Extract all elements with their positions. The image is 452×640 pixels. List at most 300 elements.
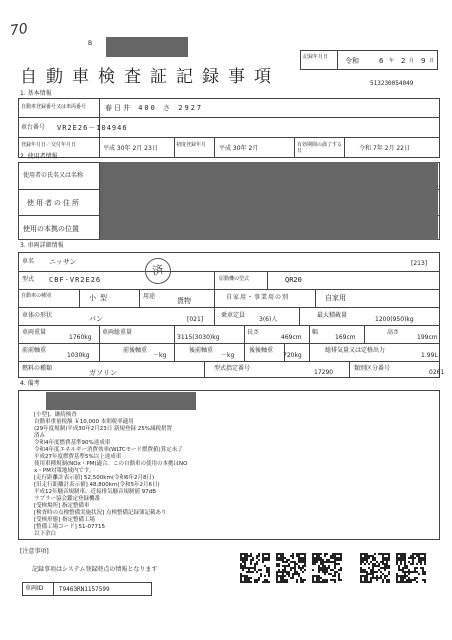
user-name-label: 使用者の氏名又は名称 [23,172,84,179]
qr-code-5 [396,553,426,583]
qr-module [376,565,378,567]
qr-module [250,577,252,579]
qr-module [388,579,390,581]
qr-module [368,567,370,569]
qr-module [304,563,306,565]
qr-module [402,567,404,569]
qr-module [416,555,418,557]
qr-module [242,559,244,561]
qr-module [320,557,322,559]
qr-module [252,557,254,559]
month-unit: 月 [409,58,415,64]
qr-module [368,581,370,583]
body-value: バン [89,315,103,323]
gross-value: 3115(3030)kg [177,334,220,341]
qr-module [380,567,382,569]
qr-module [334,561,336,563]
weight-label: 車両重量 [22,329,47,336]
qr-module [298,557,300,559]
qr-module [322,579,324,581]
qr-module [370,579,372,581]
remarks-redaction [46,392,196,410]
qr-module [302,559,304,561]
qr-module [374,571,376,573]
notice-title: [注意事項] [20,548,49,555]
fuel-value: ガソリン [89,369,117,377]
section-3-table [18,252,445,378]
qr-module [250,561,252,563]
section-2-title: 2. 使用者情報 [20,153,58,160]
qr-module [396,573,398,575]
remarks-line: 平成12年騒音規制車、近接排気騒音規制値 97dB [34,489,157,495]
qr-module [320,553,322,555]
qr-module [336,557,338,559]
qr-module [258,555,260,557]
qr-module [320,561,322,563]
qr-module [266,569,268,571]
qr-module [422,573,424,575]
qr-module [250,567,252,569]
qr-module [364,557,366,559]
qr-module [304,559,306,561]
qr-code-2 [276,553,306,583]
qr-module [316,555,318,557]
qr-module [312,559,314,561]
qr-module [324,581,326,583]
qr-module [384,567,386,569]
qr-code-4 [360,553,390,583]
qr-module [296,555,298,557]
qr-module [292,553,294,555]
biz-label: 自家用・事業用の別 [226,294,290,301]
qr-module [314,557,316,559]
qr-module [400,553,402,555]
qr-module [266,579,268,581]
qr-module [410,581,412,583]
doc-number: 513230054049 [370,80,414,87]
qr-module [312,561,314,563]
qr-module [402,559,404,561]
qr-module [366,581,368,583]
qr-module [258,553,260,555]
qr-module [244,581,246,583]
qr-module [288,565,290,567]
qr-module [246,557,248,559]
qr-module [422,553,424,555]
qr-module [366,577,368,579]
qr-module [382,567,384,569]
qr-module [412,579,414,581]
qr-module [422,571,424,573]
qr-module [326,579,328,581]
qr-module [338,579,340,581]
qr-module [302,567,304,569]
qr-module [410,571,412,573]
qr-module [384,553,386,555]
qr-module [324,561,326,563]
qr-module [268,575,270,577]
qr-module [420,563,422,565]
qr-module [328,573,330,575]
qr-module [266,559,268,561]
qr-module [380,575,382,577]
qr-module [340,579,342,581]
qr-module [280,581,282,583]
qr-module [404,553,406,555]
qr-module [294,567,296,569]
qr-module [412,553,414,555]
qr-module [262,581,264,583]
qr-module [320,577,322,579]
qr-module [372,565,374,567]
qr-module [254,567,256,569]
qr-module [282,565,284,567]
qr-module [286,559,288,561]
qr-module [276,565,278,567]
qr-module [372,559,374,561]
qr-module [246,555,248,557]
qr-module [254,569,256,571]
qr-module [302,579,304,581]
qr-module [404,571,406,573]
qr-module [324,555,326,557]
qr-module [332,561,334,563]
qr-module [314,553,316,555]
qr-module [414,557,416,559]
qr-module [278,569,280,571]
user-info-redaction [100,162,438,240]
day-unit: 日 [429,58,435,64]
qr-module [246,579,248,581]
qr-module [320,559,322,561]
qr-module [402,579,404,581]
qr-module [374,563,376,565]
qr-module [362,559,364,561]
qr-module [368,563,370,565]
qr-module [414,579,416,581]
qr-module [402,581,404,583]
qr-module [386,561,388,563]
remarks-line: [走行距離計表示値] 52,500km(令和6年2月8日) [34,475,155,481]
qr-module [382,555,384,557]
qr-module [248,581,250,583]
qr-module [404,555,406,557]
qr-module [364,581,366,583]
rf-axle-value: －kg [221,352,235,359]
rr-axle-label: 後後軸重 [249,347,274,354]
qr-module [316,575,318,577]
qr-module [326,559,328,561]
qr-module [248,571,250,573]
qr-module [294,571,296,573]
qr-module [420,567,422,569]
qr-module [402,569,404,571]
qr-module [252,571,254,573]
qr-module [368,573,370,575]
qr-module [290,561,292,563]
qr-module [366,553,368,555]
qr-module [324,569,326,571]
qr-module [360,579,362,581]
qr-module [372,573,374,575]
qr-module [384,577,386,579]
qr-module [400,563,402,565]
qr-module [316,559,318,561]
qr-module [268,567,270,569]
qr-module [360,557,362,559]
ff-axle-value: 1030kg [67,352,90,359]
qr-module [400,569,402,571]
qr-module [264,557,266,559]
capacity-label: 乗車定員 [221,312,246,319]
qr-module [372,563,374,565]
qr-module [402,575,404,577]
qr-module [412,561,414,563]
qr-module [330,561,332,563]
gross-label: 車両総重量 [102,329,133,336]
qr-module [362,581,364,583]
model-label: 型式 [22,276,35,283]
qr-module [276,563,278,565]
qr-module [366,575,368,577]
qr-module [256,579,258,581]
qr-module [292,561,294,563]
weight-value: 1760kg [69,334,92,341]
capacity-value: 3(6)人 [259,316,278,323]
qr-module [286,565,288,567]
class-value: 0261 [429,369,445,376]
qr-module [376,571,378,573]
qr-module [320,581,322,583]
qr-module [254,563,256,565]
remarks-line: 平成27年度燃費基準5%以上達成車 [34,454,122,460]
qr-module [378,563,380,565]
qr-module [408,561,410,563]
qr-module [362,569,364,571]
qr-module [286,581,288,583]
qr-module [396,579,398,581]
qr-module [410,579,412,581]
qr-module [378,565,380,567]
width-label: 幅 [312,329,319,336]
qr-module [296,579,298,581]
qr-module [276,557,278,559]
qr-module [386,565,388,567]
qr-module [328,567,330,569]
qr-module [412,571,414,573]
qr-module [406,567,408,569]
qr-module [318,555,320,557]
qr-module [314,561,316,563]
qr-module [318,557,320,559]
year-unit: 年 [389,58,395,64]
qr-module [318,581,320,583]
qr-module [372,555,374,557]
qr-module [402,571,404,573]
qr-module [302,561,304,563]
qr-module [284,561,286,563]
qr-module [314,581,316,583]
fr-axle-label: 前後軸重 [123,347,148,354]
qr-module [262,555,264,557]
qr-module [282,553,284,555]
qr-module [240,555,242,557]
qr-module [262,557,264,559]
qr-module [364,555,366,557]
qr-module [424,581,426,583]
qr-module [264,575,266,577]
qr-module [334,571,336,573]
qr-module [402,577,404,579]
qr-module [322,561,324,563]
section-3-title: 3. 車両詳細情報 [20,242,64,249]
qr-module [276,555,278,557]
qr-module [380,553,382,555]
fr-axle-value: －kg [153,352,167,359]
qr-module [278,557,280,559]
qr-module [332,575,334,577]
remarks-line: 使用車種規制(NOx・PM)適合。この自動車の使用の本拠はNO [34,461,188,467]
qr-module [396,553,398,555]
qr-module [242,581,244,583]
qr-module [276,553,278,555]
qr-module [360,553,362,555]
qr-module [400,557,402,559]
qr-module [370,573,372,575]
vehicle-id-label: 車両ID [25,585,44,592]
qr-module [318,577,320,579]
qr-module [340,569,342,571]
qr-module [276,559,278,561]
qr-module [410,555,412,557]
qr-module [398,575,400,577]
handwritten-number: 70 [8,20,29,40]
qr-module [360,561,362,563]
qr-module [282,561,284,563]
qr-module [424,579,426,581]
qr-module [396,577,398,579]
qr-module [366,579,368,581]
qr-module [400,559,402,561]
inspection-stamp: 済 [143,256,173,286]
engine-value: QR20 [285,276,302,284]
qr-module [318,565,320,567]
qr-module [268,557,270,559]
qr-module [262,561,264,563]
qr-module [304,555,306,557]
qr-module [298,575,300,577]
qr-module [362,561,364,563]
qr-module [408,569,410,571]
qr-module [404,567,406,569]
qr-module [386,567,388,569]
qr-module [374,577,376,579]
qr-module [300,579,302,581]
qr-module [292,577,294,579]
qr-module [382,559,384,561]
qr-module [300,567,302,569]
qr-module [334,575,336,577]
remarks-line: 済み [34,433,46,439]
qr-module [388,553,390,555]
qr-module [324,567,326,569]
qr-module [402,555,404,557]
qr-module [424,561,426,563]
qr-module [248,579,250,581]
load-label: 最大積載量 [317,312,348,319]
qr-module [416,581,418,583]
qr-module [240,553,242,555]
qr-module [276,575,278,577]
qr-module [372,577,374,579]
qr-module [384,559,386,561]
qr-module [284,557,286,559]
qr-module [244,553,246,555]
section-1-table [18,98,440,158]
qr-module [322,567,324,569]
qr-module [302,571,304,573]
qr-module [250,571,252,573]
qr-module [244,577,246,579]
qr-module [370,577,372,579]
qr-module [288,563,290,565]
expiry-value: 令和 7年 2月 22日 [359,145,410,152]
qr-module [404,581,406,583]
qr-module [250,555,252,557]
qr-module [384,575,386,577]
qr-module [334,567,336,569]
qr-module [304,569,306,571]
qr-module [424,553,426,555]
width-value: 169cm [335,334,356,341]
qr-module [334,557,336,559]
qr-module [298,559,300,561]
qr-module [282,577,284,579]
qr-module [262,559,264,561]
remarks-list [34,412,434,538]
qr-module [408,573,410,575]
qr-module [360,581,362,583]
qr-module [312,557,314,559]
qr-module [296,573,298,575]
qr-module [260,573,262,575]
qr-module [288,559,290,561]
qr-module [316,577,318,579]
qr-module [260,569,262,571]
biz-value: 自家用 [325,294,346,302]
qr-module [398,559,400,561]
qr-module [326,561,328,563]
height-label: 高さ [387,329,400,336]
qr-module [244,557,246,559]
qr-module [338,563,340,565]
qr-module [396,581,398,583]
rf-axle-label: 後前軸重 [189,347,214,354]
qr-module [312,581,314,583]
qr-module [422,557,424,559]
qr-module [384,569,386,571]
qr-module [398,569,400,571]
qr-module [410,557,412,559]
qr-module [332,579,334,581]
qr-module [240,579,242,581]
qr-module [388,559,390,561]
qr-module [388,557,390,559]
section-1-title: 1. 基本情報 [20,90,52,97]
qr-module [326,567,328,569]
qr-module [256,563,258,565]
qr-module [368,555,370,557]
